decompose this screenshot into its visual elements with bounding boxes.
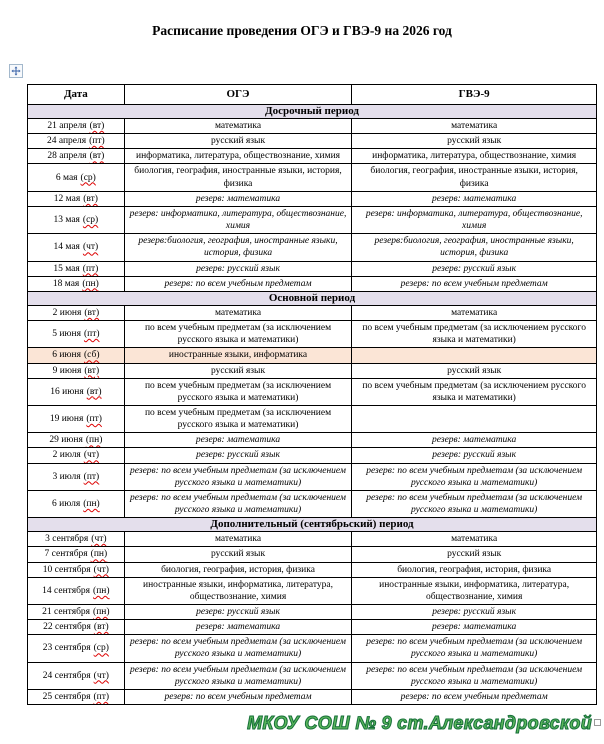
weekday-abbr-spellcheck: (пт) [93,691,110,702]
oge-cell: русский язык [124,363,352,378]
weekday-abbr-spellcheck: (чт) [82,242,99,253]
weekday-abbr-spellcheck: (вт) [84,365,100,376]
gve9-cell: иностранные языки, информатика, литература, обществознание, химия [352,577,597,604]
date-cell [28,149,125,164]
date-text: 13 мая [53,215,80,226]
date-text: 9 июня [52,365,82,376]
weekday-abbr-spellcheck: (пт) [86,414,102,425]
date-text: 3 сентября [45,534,89,545]
oge-cell: информатика, литература, обществознание, химия [124,149,352,164]
table-row [28,164,597,191]
table-row [28,577,597,604]
weekday-abbr-spellcheck: (пн) [93,585,110,596]
oge-cell: резерв: математика [124,433,352,448]
table-row [28,134,597,149]
table-row [28,532,597,547]
oge-cell: резерв: по всем учебным предметам (за исключением русского языка и математики) [124,635,352,662]
date-cell [28,448,125,463]
oge-cell: резерв:биология, география, иностранные языки, история, физика [124,234,352,261]
table-row [28,261,597,276]
weekday-abbr-spellcheck: (чт) [83,450,100,461]
oge-cell: математика [124,119,352,134]
gve9-cell: резерв: по всем учебным предметам (за исключением русского языка и математики) [352,662,597,689]
table-row [28,463,597,490]
weekday-abbr-spellcheck: (ср) [80,172,96,183]
table-row [28,348,597,363]
section-header: Дополнительный (сентябрьский) период [28,518,597,532]
gve9-cell: резерв: математика [352,433,597,448]
weekday-abbr-spellcheck: (пн) [85,435,103,446]
page-title: Расписание проведения ОГЭ и ГВЭ-9 на 2026 год [152,23,452,38]
gve9-cell: резерв: по всем учебным предметам (за исключением русского языка и математики) [352,463,597,490]
oge-cell: математика [124,305,352,320]
weekday-abbr-spellcheck: (чт) [91,534,107,545]
section-header: Досрочный период [28,105,597,119]
weekday-abbr-spellcheck: (ср) [82,215,99,226]
oge-cell: иностранные языки, информатика, литература, обществознание, химия [124,577,352,604]
weekday-abbr-spellcheck: (чт) [93,564,109,575]
date-text: 25 сентября [42,691,91,702]
date-cell [28,605,125,620]
column-header-date: Дата [28,85,125,105]
date-text: 24 апреля [47,136,87,147]
date-cell [28,234,125,261]
section-header: Основной период [28,291,597,305]
oge-cell: резерв: русский язык [124,448,352,463]
date-cell [28,620,125,635]
table-row [28,378,597,405]
table-row [28,321,597,348]
oge-cell: биология, география, иностранные языки, история, физика [124,164,352,191]
oge-cell: иностранные языки, информатика [124,348,352,363]
date-text: 10 сентября [42,564,91,575]
table-row [28,448,597,463]
date-text: 6 июня [52,350,81,361]
gve9-cell [352,348,597,363]
date-cell [28,348,125,363]
gve9-cell [352,405,597,432]
date-text: 21 апреля [47,121,87,131]
date-text: 29 июня [49,435,83,446]
weekday-abbr-spellcheck: (пн) [83,498,100,509]
date-text: 24 сентября [42,670,91,681]
weekday-abbr-spellcheck: (чт) [93,670,109,681]
date-text: 3 июля [52,471,81,482]
gve9-cell: информатика, литература, обществознание, химия [352,149,597,164]
table-row [28,620,597,635]
section-row [28,105,597,119]
oge-cell: резерв: информатика, литература, обществознание, химия [124,206,352,233]
section-row [28,291,597,305]
date-cell [28,206,125,233]
object-anchor-box [594,719,601,726]
table-row [28,562,597,577]
date-cell [28,378,125,405]
table-row [28,433,597,448]
table-row [28,405,597,432]
weekday-abbr-spellcheck: (сб) [83,350,100,361]
table-row [28,662,597,689]
oge-cell: по всем учебным предметам (за исключением русского языка и математики) [124,378,352,405]
weekday-abbr-spellcheck: (вт) [84,307,100,318]
school-watermark: МКОУ СОШ № 9 ст.Александровской [247,713,592,733]
move-icon [11,66,21,76]
section-row [28,518,597,532]
date-cell [28,689,125,704]
oge-cell: резерв: русский язык [124,261,352,276]
table-row [28,119,597,134]
gve9-cell: резерв: по всем учебным предметам [352,689,597,704]
date-cell [28,321,125,348]
header-row [28,85,597,105]
gve9-cell: резерв: информатика, литература, обществознание, химия [352,206,597,233]
gve9-cell: биология, география, история, физика [352,562,597,577]
gve9-cell: резерв: математика [352,191,597,206]
date-cell [28,490,125,517]
gve9-cell: резерв:биология, география, иностранные языки, история, физика [352,234,597,261]
date-text: 6 мая [55,172,78,183]
oge-cell: по всем учебным предметам (за исключением русского языка и математики) [124,321,352,348]
table-row [28,490,597,517]
table-row [28,234,597,261]
weekday-abbr-spellcheck: (вт) [89,121,105,131]
oge-cell: математика [124,532,352,547]
date-cell [28,463,125,490]
date-text: 18 мая [52,278,80,289]
date-text: 14 сентября [42,585,91,596]
table-row [28,305,597,320]
table-row [28,191,597,206]
date-cell [28,532,125,547]
weekday-abbr-spellcheck: (пн) [93,607,110,617]
weekday-abbr-spellcheck: (пт) [83,329,100,340]
date-text: 6 июля [52,498,81,509]
gve9-cell: математика [352,532,597,547]
gve9-cell: биология, география, иностранные языки, история, физика [352,164,597,191]
date-text: 19 июня [49,414,84,425]
oge-cell: резерв: по всем учебным предметам (за исключением русского языка и математики) [124,662,352,689]
oge-cell: по всем учебным предметам (за исключением русского языка и математики) [124,405,352,432]
gve9-cell: по всем учебным предметам (за исключением русского языка и математики) [352,321,597,348]
gve9-cell: резерв: по всем учебным предметам (за исключением русского языка и математики) [352,490,597,517]
date-text: 5 июня [52,329,81,340]
date-cell [28,662,125,689]
table-row [28,605,597,620]
date-text: 2 июня [52,307,82,318]
weekday-abbr-spellcheck: (пт) [82,263,99,274]
gve9-cell: математика [352,119,597,134]
gve9-cell: русский язык [352,547,597,562]
date-cell [28,276,125,291]
date-cell [28,433,125,448]
date-cell [28,363,125,378]
oge-cell: резерв: по всем учебным предметам [124,276,352,291]
exam-schedule-table [27,84,597,705]
weekday-abbr-spellcheck: (вт) [89,151,105,162]
weekday-abbr-spellcheck: (пт) [89,136,105,147]
gve9-cell: резерв: математика [352,620,597,635]
gve9-cell: русский язык [352,134,597,149]
table-row [28,206,597,233]
date-cell [28,134,125,149]
date-text: 15 мая [53,263,80,274]
weekday-abbr-spellcheck: (вт) [83,193,98,204]
date-cell [28,577,125,604]
gve9-cell: резерв: русский язык [352,261,597,276]
oge-cell: резерв: по всем учебным предметам (за исключением русского языка и математики) [124,490,352,517]
gve9-cell: по всем учебным предметам (за исключением русского языка и математики) [352,378,597,405]
oge-cell: резерв: по всем учебным предметам [124,689,352,704]
date-text: 14 мая [53,242,80,253]
oge-cell: русский язык [124,547,352,562]
gve9-cell: математика [352,305,597,320]
weekday-abbr-spellcheck: (пн) [90,549,108,560]
gve9-cell: резерв: по всем учебным предметам (за исключением русского языка и математики) [352,635,597,662]
date-cell [28,119,125,134]
date-text: 2 июля [52,450,81,461]
table-move-handle[interactable] [9,64,23,78]
date-text: 21 сентября [42,607,91,617]
date-text: 12 мая [53,193,81,204]
weekday-abbr-spellcheck: (пн) [82,278,99,289]
weekday-abbr-spellcheck: (пт) [83,471,100,482]
weekday-abbr-spellcheck: (ср) [93,643,109,654]
table-row [28,547,597,562]
column-header-oge: ОГЭ [124,85,352,105]
table-row [28,276,597,291]
date-cell [28,164,125,191]
table-row [28,363,597,378]
gve9-cell: русский язык [352,363,597,378]
date-text: 23 сентября [42,643,91,654]
date-text: 22 сентября [43,622,91,633]
date-text: 16 июня [50,386,84,397]
date-cell [28,405,125,432]
date-cell [28,191,125,206]
date-cell [28,635,125,662]
gve9-cell: резерв: русский язык [352,605,597,620]
date-text: 7 сентября [44,549,88,560]
oge-cell: русский язык [124,134,352,149]
date-cell [28,305,125,320]
oge-cell: резерв: русский язык [124,605,352,620]
gve9-cell: резерв: русский язык [352,448,597,463]
oge-cell: биология, география, история, физика [124,562,352,577]
date-cell [28,547,125,562]
date-text: 28 апреля [47,151,87,162]
weekday-abbr-spellcheck: (вт) [86,386,102,397]
gve9-cell: резерв: по всем учебным предметам [352,276,597,291]
column-header-gve9: ГВЭ-9 [352,85,597,105]
oge-cell: резерв: по всем учебным предметам (за исключением русского языка и математики) [124,463,352,490]
table-row [28,689,597,704]
weekday-abbr-spellcheck: (вт) [93,622,109,633]
date-cell [28,562,125,577]
table-row [28,149,597,164]
table-row [28,635,597,662]
date-cell [28,261,125,276]
oge-cell: резерв: математика [124,620,352,635]
oge-cell: резерв: математика [124,191,352,206]
